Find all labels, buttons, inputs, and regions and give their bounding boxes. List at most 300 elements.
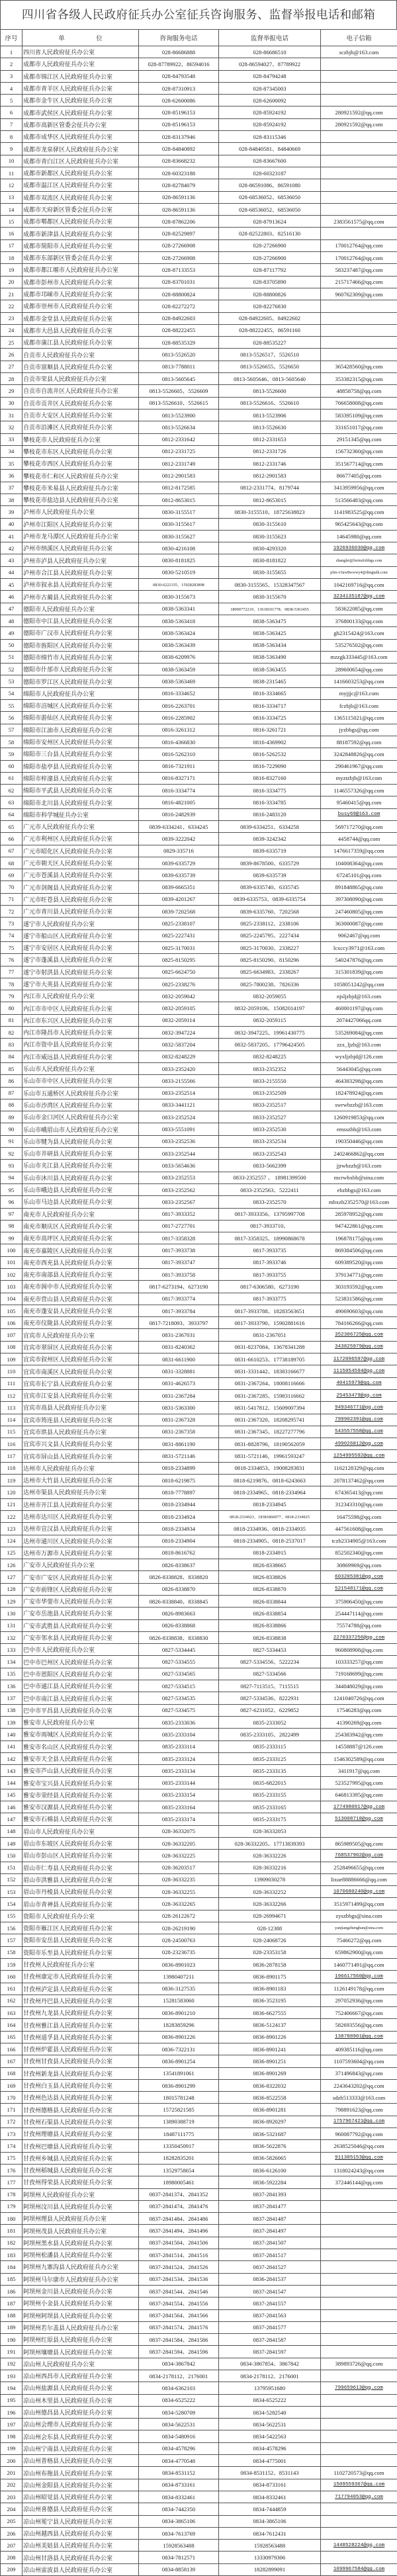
email[interactable]: zzx_ljzb@163.com bbox=[321, 1039, 397, 1051]
supervise-phone: 0831-2367345、18227277796 bbox=[219, 1426, 321, 1438]
email[interactable]: 289600654@qq.com bbox=[321, 664, 397, 675]
email[interactable]: 343825979@qq.com bbox=[321, 1341, 397, 1353]
consult-phone: 0834-3867842 bbox=[139, 2358, 219, 2370]
email[interactable]: 569717270@qq.com bbox=[321, 821, 397, 833]
consult-phone: 0834-8332461 bbox=[139, 2491, 219, 2503]
email[interactable]: 719168699@qq.com bbox=[321, 1668, 397, 1680]
email[interactable]: 960087792@qq.com bbox=[321, 2128, 397, 2140]
consult-phone: 028-26219190 bbox=[139, 1922, 219, 1934]
email[interactable]: 363000087@qq.com bbox=[321, 918, 397, 929]
email[interactable]: 583395109@qq.com bbox=[321, 409, 397, 421]
email[interactable]: myjjjc@163.com bbox=[321, 687, 397, 699]
table-row bbox=[1, 1873, 397, 1885]
unit-name: 眉山市洪雅县人民政府征兵办公室 bbox=[22, 1873, 139, 1885]
email[interactable]: 331651017@qq.com bbox=[321, 421, 397, 433]
supervise-phone: 028-62600092 bbox=[219, 95, 321, 107]
email[interactable]: 95460415@qq.com bbox=[321, 796, 397, 808]
supervise-phone: 0837-2841393 bbox=[219, 2188, 321, 2200]
supervise-phone: 0834-5282540 bbox=[219, 2406, 321, 2418]
email[interactable]: 3234135187@qq.com bbox=[321, 591, 397, 603]
email[interactable]: 170012764@qq.com bbox=[321, 252, 397, 264]
email[interactable]: 41390269@qq.com bbox=[321, 1716, 397, 1728]
consult-phone: 028-88800824 bbox=[139, 288, 219, 300]
email[interactable]: 4458744@qq.com bbox=[321, 833, 397, 845]
email[interactable]: 3413959956@qq.com bbox=[321, 482, 397, 494]
email[interactable]: 56443045@qq.com bbox=[321, 1062, 397, 1074]
supervise-phone: 0817-3933775 bbox=[219, 1293, 321, 1305]
email[interactable]: 766658008@qq.com bbox=[321, 397, 397, 409]
consult-phone: 0834-6362103 bbox=[139, 2382, 219, 2394]
table-row bbox=[1, 482, 397, 494]
email[interactable]: 646813395@qq.com bbox=[321, 1789, 397, 1801]
email[interactable]: ebzbbgs@163.com bbox=[321, 1183, 397, 1195]
row-number: 68 bbox=[1, 857, 22, 869]
consult-phone: 18283859296 bbox=[139, 2019, 219, 2031]
email bbox=[321, 191, 397, 203]
consult-phone: 0838-5363341 bbox=[139, 603, 219, 615]
email[interactable]: 2402466862@qq.com bbox=[321, 1148, 397, 1160]
consult-phone: 028-84840892 bbox=[139, 143, 219, 155]
email[interactable]: 196878175@qq.com bbox=[321, 1232, 397, 1244]
consult-phone: 0818-6219875 bbox=[139, 1475, 219, 1486]
unit-name: 甘孜州巴塘县人民政府征兵办公室 bbox=[22, 2140, 139, 2152]
email[interactable]: 215717466@qq.com bbox=[321, 276, 397, 288]
email[interactable]: 869384506@qq.com bbox=[321, 1244, 397, 1256]
supervise-phone: 0817-3933790、15902881616 bbox=[219, 1317, 321, 1329]
email[interactable]: 603205381@qq.com bbox=[321, 1571, 397, 1583]
supervise-phone: 0813-5605646、0813-5605640 bbox=[219, 373, 321, 385]
supervise-phone: 0836-5622876 bbox=[219, 2140, 321, 2152]
email[interactable]: 1757967421@qq.com bbox=[321, 2116, 397, 2127]
email[interactable]: wyxljzbjd@126.com bbox=[321, 1051, 397, 1062]
email[interactable]: 371496843@qq.com bbox=[321, 2067, 397, 2079]
supervise-phone: 0818-2334945 bbox=[219, 1498, 321, 1510]
email[interactable]: 523527995@qq.com bbox=[321, 1777, 397, 1789]
email[interactable]: 2078137462@qq.com bbox=[321, 1475, 397, 1486]
email[interactable]: 196617560@qq.com bbox=[321, 1971, 397, 1983]
unit-name: 凉山州金阳县人民政府征兵办公室 bbox=[22, 2479, 139, 2491]
table-row bbox=[1, 530, 397, 542]
email[interactable]: 3515971499@qq.com bbox=[321, 1898, 397, 1910]
email[interactable]: sczbjb@163.com bbox=[321, 46, 397, 58]
unit-name: 泸州市纳溪区人民政府征兵办公室 bbox=[22, 542, 139, 554]
row-number: 1 bbox=[1, 46, 22, 58]
email[interactable]: 88187592@qq.com bbox=[321, 736, 397, 748]
table-row bbox=[1, 1160, 397, 1172]
email[interactable]: 17546283@qq.com bbox=[321, 1704, 397, 1716]
consult-phone: 0825-2338276 bbox=[139, 978, 219, 990]
email[interactable]: 1146557326@qq.com bbox=[321, 785, 397, 796]
email[interactable]: mzzgk333445@163.com bbox=[321, 651, 397, 663]
email[interactable]: 86677405@qq.com bbox=[321, 470, 397, 482]
email[interactable]: 2074427066qq.com bbox=[321, 1014, 397, 1026]
email[interactable]: busy69@163.com bbox=[321, 808, 397, 820]
email[interactable]: 1774980917@qq.com bbox=[321, 1801, 397, 1813]
row-number: 165 bbox=[1, 2031, 22, 2043]
email[interactable]: 1926936030@qq.com bbox=[321, 542, 397, 554]
row-number: 178 bbox=[1, 2188, 22, 2200]
email[interactable]: yanjiangzhengban@sina.com bbox=[321, 1922, 397, 1934]
row-number: 162 bbox=[1, 1995, 22, 2006]
email[interactable]: 2638525046@qq.com bbox=[321, 2140, 397, 2152]
consult-phone: 0835-2333154 bbox=[139, 1789, 219, 1801]
table-row bbox=[1, 1281, 397, 1293]
email[interactable]: 1058051242@qq.com bbox=[321, 978, 397, 990]
consult-phone: 0817-3358328 bbox=[139, 1232, 219, 1244]
consult-phone: 028-84793548 bbox=[139, 70, 219, 82]
email[interactable]: 865989505@qq.com bbox=[321, 1837, 397, 1849]
row-number: 128 bbox=[1, 1583, 22, 1595]
supervise-phone: 0835-2333165 bbox=[219, 1801, 321, 1813]
email[interactable]: swrwbzzb@163.com bbox=[321, 1099, 397, 1111]
consult-phone: 0834-5622531 bbox=[139, 2419, 219, 2430]
consult-phone: 0813-5605645 bbox=[139, 373, 219, 385]
unit-name: 自贡市自流井区人民政府征兵办公室 bbox=[22, 385, 139, 397]
email[interactable]: 543557558@qq.com bbox=[321, 1426, 397, 1438]
email[interactable]: 376800133@qq.com bbox=[321, 615, 397, 626]
email[interactable]: 25453479@qq.com bbox=[321, 1389, 397, 1401]
email[interactable]: 521548171@qq.com bbox=[321, 1583, 397, 1595]
email[interactable]: 315301839@qq.com bbox=[321, 966, 397, 978]
email[interactable]: 397308090@qq.com bbox=[321, 893, 397, 905]
supervise-phone: 0833-2352534 bbox=[219, 1135, 321, 1147]
email[interactable]: 947422861@qq.com bbox=[321, 1220, 397, 1232]
unit-name: 雅安市芦山县人民政府征兵办公室 bbox=[22, 1765, 139, 1777]
table-row bbox=[1, 881, 397, 893]
email[interactable]: 799902391@qq.com bbox=[321, 1414, 397, 1426]
row-number: 127 bbox=[1, 1571, 22, 1583]
email[interactable]: 752406667@qq.com bbox=[321, 2007, 397, 2019]
email[interactable]: 389893726@qq.com bbox=[321, 2358, 397, 2370]
email[interactable]: 75574788@qq.com bbox=[321, 1619, 397, 1631]
email[interactable]: mbxzb2352570@163.com bbox=[321, 1196, 397, 1208]
supervise-phone: 0830-4293320 bbox=[219, 542, 321, 554]
row-number: 8 bbox=[1, 131, 22, 143]
email[interactable]: 2528496655@qq.com bbox=[321, 1862, 397, 1873]
supervise-phone: 0831-2367051 bbox=[219, 1329, 321, 1341]
row-number: 190 bbox=[1, 2334, 22, 2346]
email[interactable]: 949346771@qq.com bbox=[321, 1402, 397, 1414]
email[interactable]: 3411917@qq.com bbox=[321, 1765, 397, 1777]
email[interactable]: 768537902@qq.com bbox=[321, 1850, 397, 1862]
row-number: 175 bbox=[1, 2152, 22, 2164]
unit-name: 绵阳市盐亭县人民政府征兵办公室 bbox=[22, 760, 139, 772]
unit-name: 广元市朝天区人民政府征兵办公室 bbox=[22, 857, 139, 869]
email[interactable]: 280921592@qq.com bbox=[321, 118, 397, 130]
email[interactable]: 14558887@126.com bbox=[321, 1740, 397, 1752]
row-number: 23 bbox=[1, 312, 22, 324]
email[interactable]: 960762309@qq.com bbox=[321, 288, 397, 300]
email[interactable]: 717794053@qq.com bbox=[321, 2491, 397, 2503]
email[interactable]: 674365413@qq.com bbox=[321, 1486, 397, 1498]
email[interactable]: 372446144@qq.com bbox=[321, 2176, 397, 2188]
email[interactable]: 1099967584@qq.com bbox=[321, 2563, 397, 2575]
email[interactable]: 911305153@qq.com bbox=[321, 2152, 397, 2164]
consult-phone: 0825-6624750 bbox=[139, 966, 219, 978]
email[interactable]: 16475598@qq.com bbox=[321, 1510, 397, 1522]
email bbox=[321, 312, 397, 324]
email[interactable]: 182478924@qq.com bbox=[321, 1087, 397, 1099]
email[interactable]: 14645980@qq.com bbox=[321, 530, 397, 542]
row-number: 87 bbox=[1, 1087, 22, 1099]
email[interactable]: 1126149178@qq.com bbox=[321, 1983, 397, 1995]
email[interactable]: 799659613@qq.com bbox=[321, 2382, 397, 2394]
email[interactable]: 2383561575@qq.com bbox=[321, 216, 397, 228]
email[interactable]: 290461967@qq.com bbox=[321, 760, 397, 772]
email[interactable]: 535269084@qq.com bbox=[321, 1027, 397, 1039]
email[interactable]: 1102720573@qq.com bbox=[321, 2467, 397, 2479]
supervise-phone: 0831-2367320、18208295741 bbox=[219, 1414, 321, 1426]
email[interactable]: 247460805@qq.com bbox=[321, 906, 397, 918]
email[interactable]: 285978952@qq.com bbox=[321, 1208, 397, 1220]
email[interactable]: 499026812@qq.com bbox=[321, 1438, 397, 1450]
email[interactable]: jyzbbgs@qq.com bbox=[321, 724, 397, 736]
unit-name: 雅安市名山区人民政府征兵办公室 bbox=[22, 1740, 139, 1752]
row-number: 151 bbox=[1, 1862, 22, 1873]
row-number: 77 bbox=[1, 966, 22, 978]
consult-phone: 0837-2841474、2841476 bbox=[139, 2200, 219, 2212]
consult-phone: 0834-6525222 bbox=[139, 2394, 219, 2406]
table-row bbox=[1, 1087, 397, 1099]
unit-name: 甘孜州康定市人民政府征兵办公室 bbox=[22, 1971, 139, 1983]
consult-phone: 0835-2333174 bbox=[139, 1813, 219, 1825]
email bbox=[321, 2503, 397, 2515]
email[interactable]: njsljzbjd@163.com bbox=[321, 990, 397, 1002]
email[interactable]: 409385116@qq.com bbox=[321, 2043, 397, 2055]
email[interactable]: 29151345@qq.com bbox=[321, 433, 397, 445]
consult-phone: 0836-3127535 bbox=[139, 1983, 219, 1995]
email[interactable]: 75466272@qq.com bbox=[321, 1934, 397, 1946]
table-row bbox=[1, 239, 397, 251]
row-number: 110 bbox=[1, 1365, 22, 1377]
row-number: 153 bbox=[1, 1886, 22, 1898]
email[interactable]: pfm-v3uw8wwwy4@dingtalk.com bbox=[321, 566, 397, 578]
row-number: 9 bbox=[1, 143, 22, 155]
table-row bbox=[1, 1752, 397, 1764]
table-row bbox=[1, 1450, 397, 1462]
email[interactable]: 960808908@qq.com bbox=[321, 1644, 397, 1656]
email[interactable]: 523831586@qq.com bbox=[321, 1293, 397, 1305]
email[interactable]: 535276502@qq.com bbox=[321, 639, 397, 651]
consult-phone: 0812-2331642 bbox=[139, 433, 219, 445]
email[interactable]: fczbjb@163.com bbox=[321, 700, 397, 712]
email[interactable]: 30869969@qq.com bbox=[321, 1559, 397, 1571]
consult-phone: 0833-5654636 bbox=[139, 1160, 219, 1172]
table-row bbox=[1, 228, 397, 239]
table-row bbox=[1, 252, 397, 264]
unit-name: 眉山市青神县人民政府征兵办公室 bbox=[22, 1898, 139, 1910]
email[interactable]: 609389520@qq.com bbox=[321, 1256, 397, 1268]
supervise-phone: 0830-3155623 bbox=[219, 530, 321, 542]
email[interactable]: jjrwbzzb@163.com bbox=[321, 1160, 397, 1172]
unit-name: 德阳市什邡市人民政府征兵办公室 bbox=[22, 664, 139, 675]
row-number: 30 bbox=[1, 397, 22, 409]
unit-name: 达州市通川区人民政府征兵办公室 bbox=[22, 1535, 139, 1547]
unit-name: 雅安市汉源县人民政府征兵办公室 bbox=[22, 1801, 139, 1813]
supervise-phone: 0831-3331442、18383166677 bbox=[219, 1365, 321, 1377]
email[interactable]: 156732360@qq.com bbox=[321, 445, 397, 457]
consult-phone: 18487111775 bbox=[139, 2128, 219, 2140]
consult-phone: 13541891061 bbox=[139, 2067, 219, 2079]
row-number: 197 bbox=[1, 2419, 22, 2430]
unit-name: 达州市万源市人民政府征兵办公室 bbox=[22, 1547, 139, 1559]
table-row bbox=[1, 2225, 397, 2237]
email[interactable]: 365428560@qq.com bbox=[321, 361, 397, 372]
unit-name: 雅安市人民政府征兵办公室 bbox=[22, 1716, 139, 1728]
email bbox=[321, 82, 397, 94]
email bbox=[321, 2346, 397, 2358]
consult-phone: 028-36332255 bbox=[139, 1886, 219, 1898]
email[interactable]: 583622085@qq.com bbox=[321, 603, 397, 615]
email[interactable]: 1172096597@qq.com bbox=[321, 1353, 397, 1365]
consult-phone: 0839-6665351 bbox=[139, 881, 219, 893]
email[interactable]: 659862900@qq.com bbox=[321, 1946, 397, 1958]
table-row bbox=[1, 445, 397, 457]
unit-name: 乐山市人民政府征兵办公室 bbox=[22, 1062, 139, 1074]
email[interactable]: zyszbbgs@sina.com bbox=[321, 1910, 397, 1922]
unit-name: 巴中市通江县人民政府征兵办公室 bbox=[22, 1680, 139, 1692]
unit-name: 宜宾市江安县人民政府征兵办公室 bbox=[22, 1389, 139, 1401]
email[interactable]: 1042169716@qq.com bbox=[321, 579, 397, 591]
consult-phone: 0818-2334924 bbox=[139, 1510, 219, 1522]
email[interactable]: 353382315@qq.com bbox=[321, 373, 397, 385]
consult-phone: 0818-2334944 bbox=[139, 1498, 219, 1510]
email[interactable]: 1162128329@qq.com bbox=[321, 1462, 397, 1474]
email[interactable]: 464383298@qq.com bbox=[321, 1075, 397, 1087]
email[interactable]: 379134771@qq.com bbox=[321, 1268, 397, 1280]
email[interactable]: gh2315424@163.com bbox=[321, 627, 397, 639]
email[interactable]: 48858758@qq.com bbox=[321, 385, 397, 397]
email[interactable]: 138788901@qq.com bbox=[321, 2031, 397, 2043]
email[interactable]: 583237487@qq.com bbox=[321, 264, 397, 276]
email[interactable]: 1476617359@qq.com bbox=[321, 845, 397, 857]
email[interactable]: 1448528224@qq.com bbox=[321, 2540, 397, 2552]
email[interactable]: 352306725@qq.com bbox=[321, 1329, 397, 1341]
email[interactable]: 447561608@qq.com bbox=[321, 1523, 397, 1535]
consult-phone: 0816-2263701 bbox=[139, 700, 219, 712]
email[interactable]: 798891623@qq.com bbox=[321, 2104, 397, 2116]
email bbox=[321, 155, 397, 167]
unit-name: 自贡市富顺县人民政府征兵办公室 bbox=[22, 361, 139, 372]
email[interactable]: 351567714@qq.com bbox=[321, 458, 397, 470]
email[interactable]: zhanglei@lxrmzfzbbgs.com bbox=[321, 554, 397, 566]
consult-phone: 0816-8327171 bbox=[139, 772, 219, 784]
email[interactable]: 852502340@qq.com bbox=[321, 1547, 397, 1559]
email[interactable]: 170012764@qq.com bbox=[321, 239, 397, 251]
email[interactable]: 513008718@qq.com bbox=[321, 1813, 397, 1825]
consult-phone: 028-82272272 bbox=[139, 300, 219, 312]
email[interactable]: 280921592@qq.com bbox=[321, 107, 397, 118]
row-number: 179 bbox=[1, 2200, 22, 2212]
email[interactable]: 312343310@qq.com bbox=[321, 1498, 397, 1510]
table-row bbox=[1, 2188, 397, 2200]
email[interactable]: 344048029@qq.com bbox=[321, 1680, 397, 1692]
email[interactable]: 1509559367@qq.com bbox=[321, 2479, 397, 2491]
email[interactable]: 9062467@qq.com bbox=[321, 929, 397, 941]
email[interactable]: 460001197@qq.com bbox=[321, 1002, 397, 1014]
email[interactable]: emsszbb@163.com bbox=[321, 1123, 397, 1135]
email[interactable]: 1115054594@qq.com bbox=[321, 1365, 397, 1377]
unit-name: 绵阳市涪城区人民政府征兵办公室 bbox=[22, 700, 139, 712]
email[interactable]: 1318024243@qq.com bbox=[321, 2164, 397, 2176]
consult-phone: 0831-2367031 bbox=[139, 1329, 219, 1341]
email[interactable]: 1260919853@qq.com bbox=[321, 1111, 397, 1123]
email[interactable]: sdzb513333@163.com bbox=[321, 2092, 397, 2104]
email[interactable]: 1107593604@qq.com bbox=[321, 2055, 397, 2067]
row-number: 167 bbox=[1, 2055, 22, 2067]
row-number: 88 bbox=[1, 1099, 22, 1111]
email[interactable]: 582693556@qq.com bbox=[321, 2019, 397, 2031]
email[interactable]: 190350446@qq.com bbox=[321, 1135, 397, 1147]
row-number: 204 bbox=[1, 2503, 22, 2515]
email[interactable]: 104008364@qq.com bbox=[321, 857, 397, 869]
email[interactable]: 965425643@qq.com bbox=[321, 518, 397, 530]
supervise-phone: 0825-8150290、8150296 bbox=[219, 954, 321, 966]
email[interactable]: tczb2334905@163.com bbox=[321, 1535, 397, 1547]
consult-phone: 0836-7322131 bbox=[139, 2043, 219, 2055]
email[interactable]: 891848865@qq.com bbox=[321, 881, 397, 893]
table-row bbox=[1, 1232, 397, 1244]
consult-phone: 0838-5363459 bbox=[139, 664, 219, 675]
email[interactable]: 40415979@qq.com bbox=[321, 1377, 397, 1389]
email[interactable]: 103333257@qq.com bbox=[321, 1656, 397, 1668]
email[interactable]: 1241040726@qq.com bbox=[321, 1692, 397, 1704]
email[interactable]: 254447114@qq.com bbox=[321, 1608, 397, 1619]
consult-phone: 028-86686888 bbox=[139, 46, 219, 58]
email[interactable]: 784166266@qq.com bbox=[321, 1317, 397, 1329]
email[interactable]: 1141983525@qq.com bbox=[321, 506, 397, 518]
email[interactable]: 375906450@qq.com bbox=[321, 1596, 397, 1608]
email[interactable]: 67245101@qq.com bbox=[321, 869, 397, 881]
table-row bbox=[1, 2358, 397, 2370]
email[interactable]: 303193592@qq.com bbox=[321, 1281, 397, 1293]
email[interactable]: 1460771491@qq.com bbox=[321, 1958, 397, 1970]
unit-name: 广安市邻水县人民政府征兵办公室 bbox=[22, 1631, 139, 1643]
email[interactable]: 490690603@qq.com bbox=[321, 1305, 397, 1316]
unit-name: 广安市华蓥市人民政府征兵办公室 bbox=[22, 1596, 139, 1608]
supervise-phone: 0818-2334965、0818-2334964 bbox=[219, 1486, 321, 1498]
table-row bbox=[1, 2321, 397, 2333]
row-number: 202 bbox=[1, 2479, 22, 2491]
unit-name: 达州市大竹县人民政府征兵办公室 bbox=[22, 1475, 139, 1486]
consult-phone: 0838-5363424 bbox=[139, 627, 219, 639]
email[interactable]: lcxccy3971@163.com bbox=[321, 941, 397, 953]
email[interactable]: 1546302589@qq.com bbox=[321, 1752, 397, 1764]
email[interactable]: 3242848826@qq.com bbox=[321, 748, 397, 760]
email[interactable]: 1070680240@qq.com bbox=[321, 1886, 397, 1898]
supervise-phone: 0827-6231052、6229852 bbox=[219, 1704, 321, 1716]
email[interactable]: 1365115021@qq.com bbox=[321, 712, 397, 724]
email[interactable]: 2243643202@qq.com bbox=[321, 2079, 397, 2091]
email[interactable]: 540247876@qq.com bbox=[321, 954, 397, 966]
supervise-phone: 0812-2331746 bbox=[219, 458, 321, 470]
email[interactable]: 1416603253@qq.com bbox=[321, 675, 397, 687]
email[interactable]: lixue88886666@qq.com bbox=[321, 1873, 397, 1885]
email[interactable]: 297052936@qq.com bbox=[321, 1995, 397, 2006]
unit-name: 阿坝州理县人民政府征兵办公室 bbox=[22, 2213, 139, 2225]
email[interactable]: myztzbjb@163.com bbox=[321, 772, 397, 784]
table-row bbox=[1, 1196, 397, 1208]
email[interactable]: 2270337256@qq.com bbox=[321, 1631, 397, 1643]
row-number: 198 bbox=[1, 2430, 22, 2442]
row-number: 102 bbox=[1, 1268, 22, 1280]
email[interactable]: 1254995592@qq.com bbox=[321, 1450, 397, 1462]
email bbox=[321, 70, 397, 82]
email[interactable]: 513566483@qq.com bbox=[321, 494, 397, 505]
email[interactable]: 254383942@qq.com bbox=[321, 1729, 397, 1740]
email[interactable]: mcrwbxbb@sina.com bbox=[321, 1172, 397, 1183]
row-number: 91 bbox=[1, 1135, 22, 1147]
